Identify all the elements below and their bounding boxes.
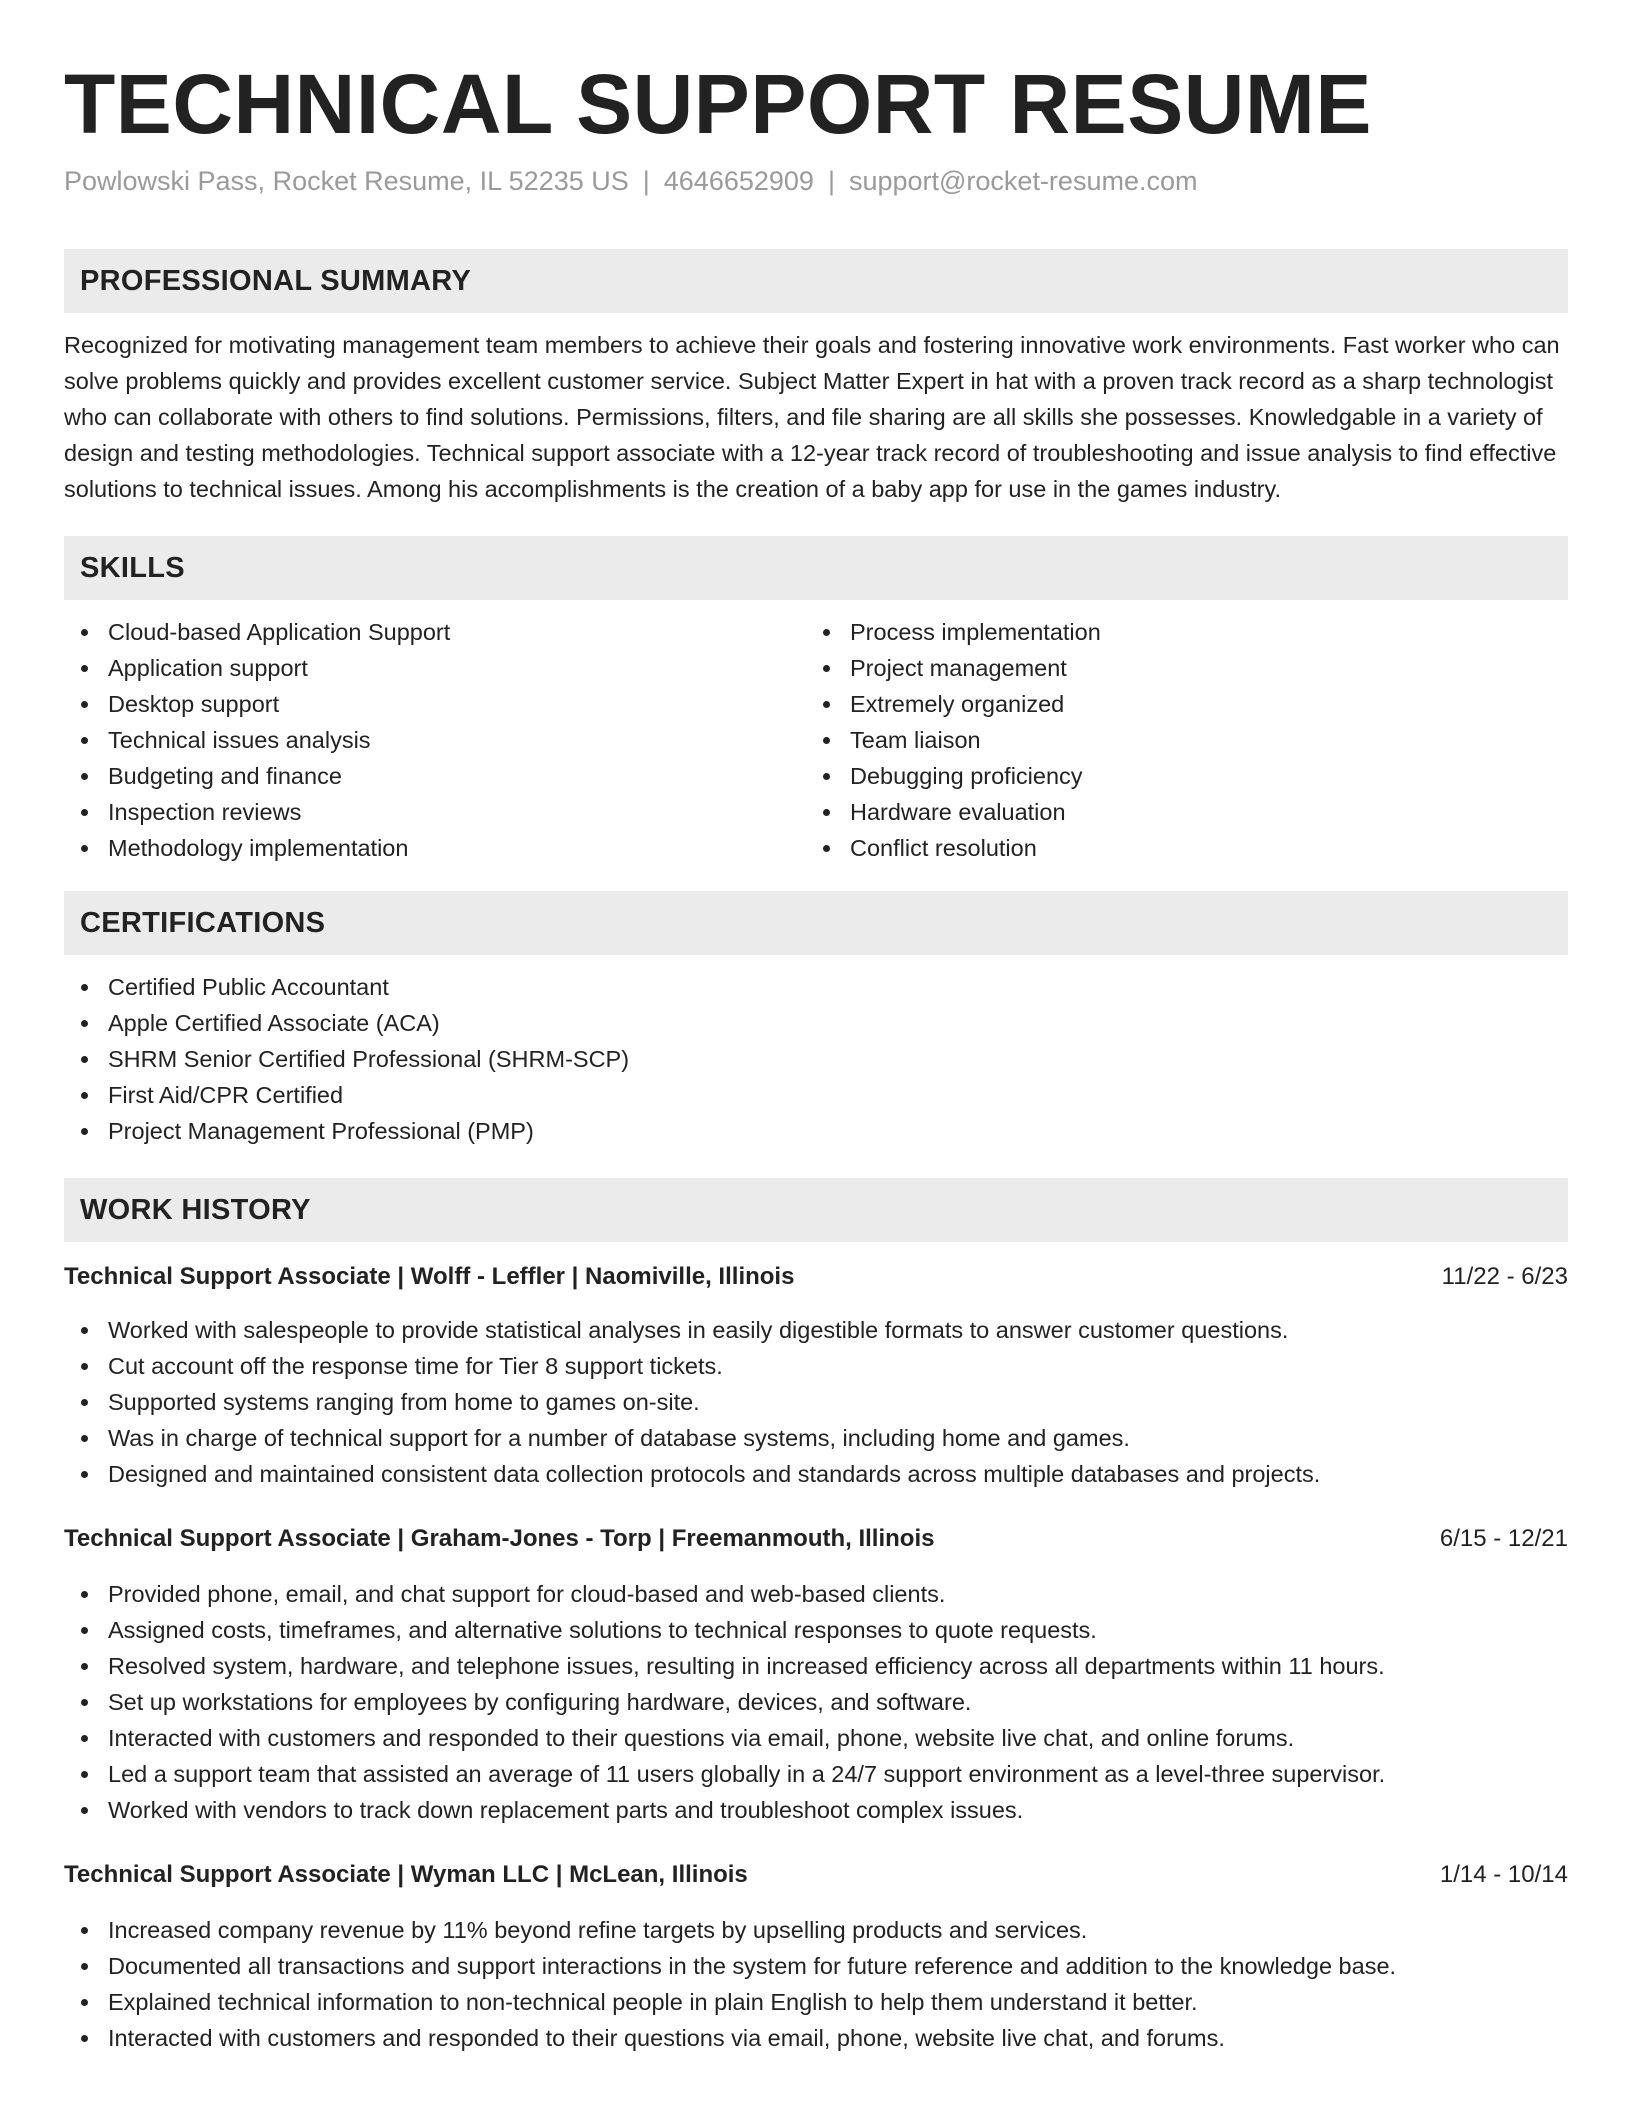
job-title: Technical Support Associate | Graham-Jones - Torp | Freemanmouth, Illinois: [64, 1525, 935, 1552]
job-header: [64, 1260, 1568, 1294]
certifications-list: [64, 969, 1568, 1149]
summary-text: Recognized for motivating management team members to achieve their goals and fostering innovative work environments. Fast worker who can solve problems quickly and provides excellent customer service. Subject Matter Expert in hat with a proven track record as a sharp technologist who can collaborate with others to find solutions. Permissions, filters, and file sharing are all skills she possesses. Knowledgable in a variety of design and testing methodologies. Technical support associate with a 12-year track record of troubleshooting and issue analysis to find effective solutions to technical issues. Among his accomplishments is the creation of a baby app for use in the games industry.: [64, 332, 1560, 502]
skills-section-header: [64, 536, 1568, 600]
skills-heading: SKILLS: [80, 551, 185, 584]
certification-item: Apple Certified Associate (ACA): [64, 1005, 1568, 1041]
skills-column-left: [64, 614, 806, 866]
job-entry: [64, 1260, 1568, 1492]
job-bullet: Cut account off the response time for Tier 8 support tickets.: [64, 1348, 1568, 1384]
contact-phone: 4646652909: [663, 166, 814, 196]
job-bullet: Worked with salespeople to provide statistical analyses in easily digestible formats to answer customer questions.: [64, 1312, 1568, 1348]
skill-item: Cloud-based Application Support: [64, 614, 806, 650]
skill-item: Conflict resolution: [806, 830, 1548, 866]
job-header: [64, 1522, 1568, 1556]
contact-line: [64, 164, 1568, 198]
job-bullet: Explained technical information to non-technical people in plain English to help them understand it better.: [64, 1984, 1568, 2020]
certifications-section-header: [64, 891, 1568, 955]
job-bullets: [64, 1576, 1568, 1828]
job-bullet: Supported systems ranging from home to games on-site.: [64, 1384, 1568, 1420]
skill-item: Budgeting and finance: [64, 758, 806, 794]
skills-list: [64, 614, 1568, 866]
contact-email: support@rocket-resume.com: [848, 166, 1198, 196]
skill-item: Desktop support: [64, 686, 806, 722]
certification-item: SHRM Senior Certified Professional (SHRM-SCP): [64, 1041, 1568, 1077]
resume-page: [64, 0, 1568, 2056]
job-bullet: Assigned costs, timeframes, and alternative solutions to technical responses to quote requests.: [64, 1612, 1568, 1648]
summary-heading: PROFESSIONAL SUMMARY: [80, 264, 472, 297]
job-entry: [64, 1858, 1568, 2056]
job-bullet: Set up workstations for employees by configuring hardware, devices, and software.: [64, 1684, 1568, 1720]
job-bullet: Resolved system, hardware, and telephone issues, resulting in increased efficiency across all departments within 11 hours.: [64, 1648, 1568, 1684]
job-bullet: Documented all transactions and support interactions in the system for future reference and addition to the knowledge base.: [64, 1948, 1568, 1984]
resume-title: TECHNICAL SUPPORT RESUME: [64, 57, 1372, 151]
job-bullets: [64, 1312, 1568, 1492]
skills-column-right: [806, 614, 1548, 866]
skill-item: Methodology implementation: [64, 830, 806, 866]
skill-item: Debugging proficiency: [806, 758, 1548, 794]
certification-item: First Aid/CPR Certified: [64, 1077, 1568, 1113]
skill-item: Technical issues analysis: [64, 722, 806, 758]
job-header: [64, 1858, 1568, 1892]
job-dates: 11/22 - 6/23: [1441, 1263, 1568, 1290]
certification-item: Certified Public Accountant: [64, 969, 1568, 1005]
job-bullet: Led a support team that assisted an average of 11 users globally in a 24/7 support environment as a level-three supervisor.: [64, 1756, 1568, 1792]
work-history-heading: WORK HISTORY: [80, 1193, 311, 1226]
skill-item: Team liaison: [806, 722, 1548, 758]
contact-separator: |: [642, 166, 650, 196]
certifications-heading: CERTIFICATIONS: [80, 906, 326, 939]
job-bullet: Interacted with customers and responded to their questions via email, phone, website live chat, and forums.: [64, 2020, 1568, 2056]
work-history-section-header: [64, 1178, 1568, 1242]
job-bullets: [64, 1912, 1568, 2056]
job-dates: 6/15 - 12/21: [1439, 1525, 1568, 1552]
certification-item: Project Management Professional (PMP): [64, 1113, 1568, 1149]
contact-address: Powlowski Pass, Rocket Resume, IL 52235 US: [64, 166, 629, 196]
summary-section-header: [64, 249, 1568, 313]
skill-item: Process implementation: [806, 614, 1548, 650]
job-title: Technical Support Associate | Wolff - Leffler | Naomiville, Illinois: [64, 1263, 795, 1290]
job-dates: 1/14 - 10/14: [1439, 1861, 1568, 1888]
skill-item: Extremely organized: [806, 686, 1548, 722]
job-bullet: Provided phone, email, and chat support for cloud-based and web-based clients.: [64, 1576, 1568, 1612]
skill-item: Inspection reviews: [64, 794, 806, 830]
job-bullet: Worked with vendors to track down replacement parts and troubleshoot complex issues.: [64, 1792, 1568, 1828]
job-entry: [64, 1522, 1568, 1828]
skill-item: Application support: [64, 650, 806, 686]
job-bullet: Increased company revenue by 11% beyond refine targets by upselling products and services.: [64, 1912, 1568, 1948]
skill-item: Project management: [806, 650, 1548, 686]
job-bullet: Interacted with customers and responded to their questions via email, phone, website live chat, and online forums.: [64, 1720, 1568, 1756]
skill-item: Hardware evaluation: [806, 794, 1548, 830]
contact-separator: |: [827, 166, 835, 196]
job-bullet: Was in charge of technical support for a number of database systems, including home and games.: [64, 1420, 1568, 1456]
job-bullet: Designed and maintained consistent data collection protocols and standards across multiple databases and projects.: [64, 1456, 1568, 1492]
job-title: Technical Support Associate | Wyman LLC | McLean, Illinois: [64, 1861, 748, 1888]
